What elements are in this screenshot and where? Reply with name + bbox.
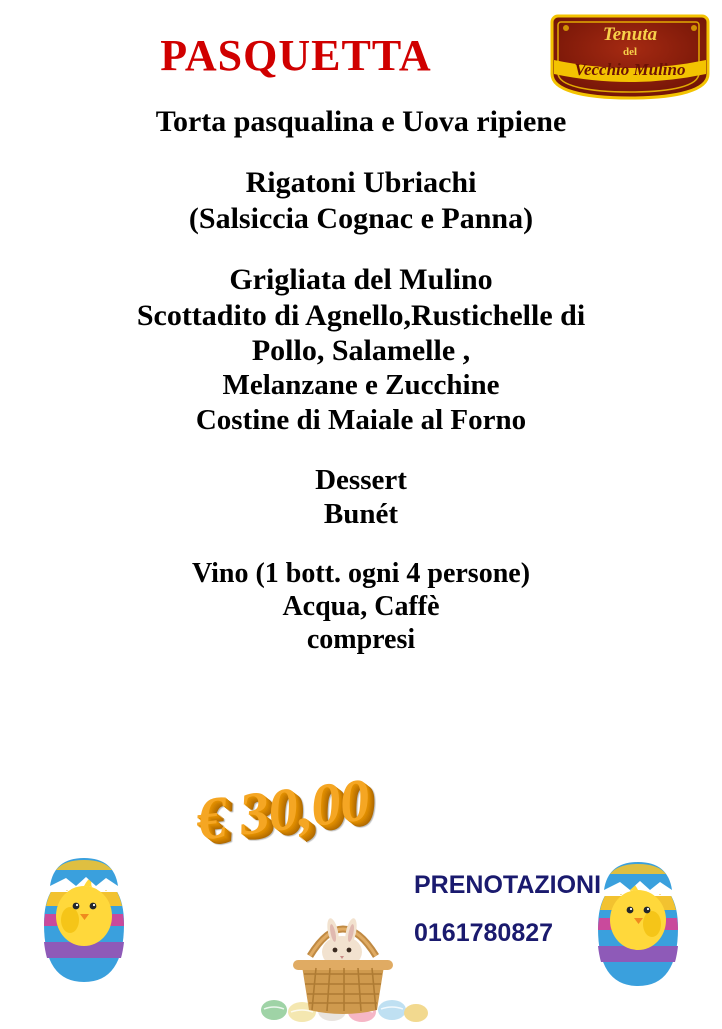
page-title: PASQUETTA	[160, 31, 432, 80]
chick-in-egg-left-icon	[36, 820, 132, 988]
menu-line: Vino (1 bott. ogni 4 persone)	[191, 558, 531, 590]
menu-line: Scottadito di Agnello,Rustichelle di	[136, 298, 586, 332]
price-label: € 30,00	[192, 766, 373, 853]
menu-line: Bunét	[323, 498, 399, 530]
menu-line: (Salsiccia Cognac e Panna)	[188, 201, 534, 235]
menu-course-bevande	[0, 557, 722, 656]
menu-line: Grigliata del Mulino	[229, 263, 493, 297]
menu-course-dessert	[0, 463, 722, 531]
menu-course-secondo	[0, 262, 722, 437]
menu-list	[0, 104, 722, 682]
svg-text:del: del	[622, 46, 638, 58]
menu-line: compresi	[306, 624, 416, 656]
reservations-block	[414, 862, 601, 957]
chick-in-egg-right-icon	[590, 824, 686, 992]
menu-line: Acqua, Caffè	[282, 591, 440, 623]
menu-line: Dessert	[315, 463, 407, 496]
menu-line: Costine di Maiale al Forno	[195, 403, 527, 436]
svg-text:Tenuta: Tenuta	[602, 24, 658, 45]
menu-line: Rigatoni Ubriachi	[245, 166, 477, 200]
menu-course-antipasto	[0, 104, 722, 139]
menu-course-primo	[0, 165, 722, 236]
reservations-phone: 0161780827	[414, 918, 554, 947]
menu-line: Melanzane e Zucchine	[222, 369, 500, 402]
menu-line: Pollo, Salamelle ,	[251, 333, 471, 367]
svg-text:Vecchio Mulino: Vecchio Mulino	[574, 60, 686, 79]
bunny-in-basket-icon	[280, 890, 406, 1018]
reservations-label: PRENOTAZIONI	[414, 871, 602, 899]
menu-line: Torta pasqualina e Uova ripiene	[155, 105, 567, 138]
